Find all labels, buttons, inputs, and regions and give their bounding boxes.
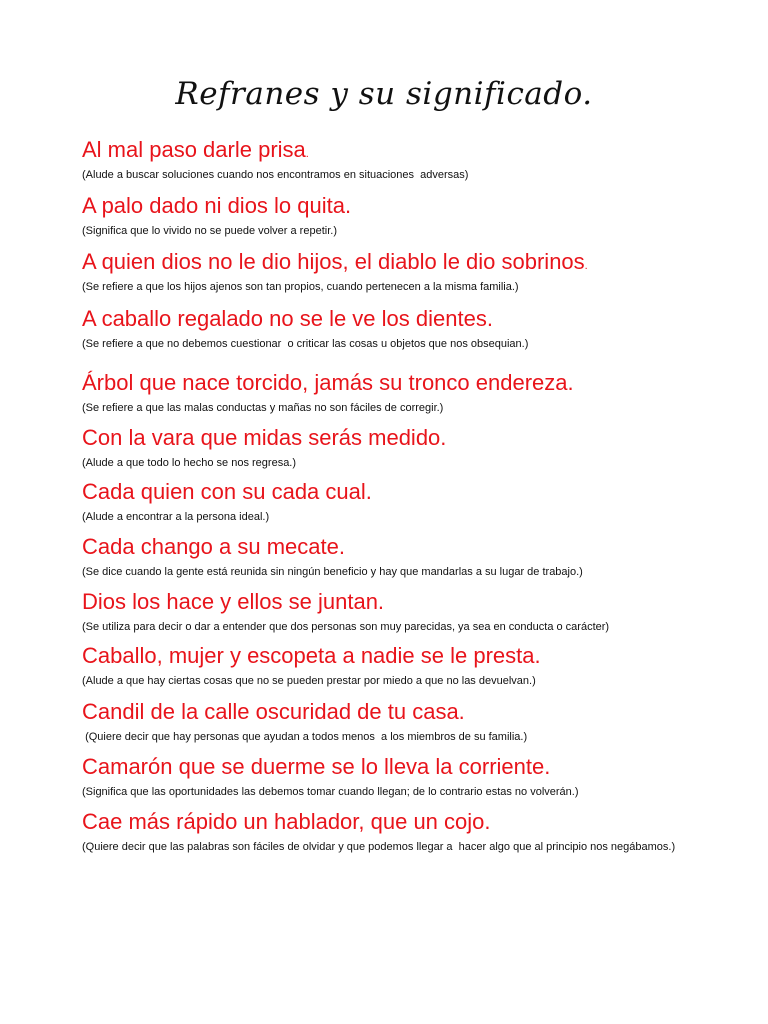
- proverb-entry: [82, 808, 722, 878]
- proverb-list: [82, 136, 722, 878]
- document-title: Refranes y su significado.: [175, 76, 593, 112]
- proverb-meaning: (Se refiere a que las malas conductas y mañas no son fáciles de corregir.): [82, 402, 444, 414]
- proverb-text: Candil de la calle oscuridad de tu casa.: [82, 699, 465, 724]
- proverb-entry: [82, 424, 722, 478]
- proverb-meaning: (Quiere decir que las palabras son fáciles de olvidar y que podemos llegar a hacer algo que al principio nos negábamos.): [82, 841, 676, 853]
- proverb-meaning: (Quiere decir que hay personas que ayudan a todos menos a los miembros de su familia.): [82, 731, 528, 743]
- proverb-entry: [82, 136, 722, 192]
- proverb-meaning: (Significa que las oportunidades las debemos tomar cuando llegan; de lo contrario estas no volverán.): [82, 786, 579, 798]
- proverb-text: Árbol que nace torcido, jamás su tronco endereza.: [82, 370, 574, 395]
- proverb-trailing-dot: .: [305, 148, 309, 160]
- proverb-entry: [82, 305, 722, 369]
- proverb-entry: [82, 642, 722, 698]
- proverb-meaning: (Se refiere a que los hijos ajenos son tan propios, cuando pertenecen a la misma familia.): [82, 281, 519, 293]
- proverb-entry: [82, 753, 722, 808]
- proverb-meaning: (Alude a buscar soluciones cuando nos encontramos en situaciones adversas): [82, 169, 469, 181]
- proverb-meaning: (Significa que lo vivido no se puede volver a repetir.): [82, 225, 337, 237]
- proverb-meaning: (Se dice cuando la gente está reunida sin ningún beneficio y hay que mandarlas a su lugar de trabajo.): [82, 566, 583, 578]
- proverb-text: A caballo regalado no se le ve los dientes.: [82, 306, 493, 331]
- proverb-text: Con la vara que midas serás medido.: [82, 425, 447, 450]
- proverb-entry: [82, 533, 722, 588]
- proverb-text: A palo dado ni dios lo quita.: [82, 193, 352, 218]
- proverb-entry: [82, 369, 722, 424]
- proverb-entry: [82, 248, 722, 305]
- proverb-text: Cada quien con su cada cual.: [82, 479, 372, 504]
- proverb-entry: [82, 588, 722, 642]
- proverb-text: Caballo, mujer y escopeta a nadie se le presta.: [82, 643, 541, 668]
- proverb-trailing-dot: .: [584, 260, 588, 272]
- proverb-text: Camarón que se duerme se lo lleva la corriente.: [82, 754, 551, 779]
- proverb-text: Cae más rápido un hablador, que un cojo.: [82, 809, 491, 834]
- proverb-entry: [82, 478, 722, 533]
- proverb-text: Dios los hace y ellos se juntan.: [82, 589, 385, 614]
- proverb-text: Cada chango a su mecate.: [82, 534, 345, 559]
- proverb-meaning: (Se utiliza para decir o dar a entender que dos personas son muy parecidas, ya sea en conducta o carácter): [82, 621, 610, 633]
- proverb-entry: [82, 192, 722, 248]
- proverb-meaning: (Se refiere a que no debemos cuestionar o criticar las cosas u objetos que nos obsequian.): [82, 338, 529, 350]
- proverb-meaning: (Alude a que todo lo hecho se nos regresa.): [82, 457, 297, 469]
- proverb-text: A quien dios no le dio hijos, el diablo le dio sobrinos.: [82, 249, 588, 274]
- proverb-entry: [82, 698, 722, 753]
- proverb-text: Al mal paso darle prisa.: [82, 137, 309, 162]
- proverb-meaning: (Alude a que hay ciertas cosas que no se pueden prestar por miedo a que no las devuelvan.): [82, 675, 536, 687]
- proverb-meaning: (Alude a encontrar a la persona ideal.): [82, 511, 270, 523]
